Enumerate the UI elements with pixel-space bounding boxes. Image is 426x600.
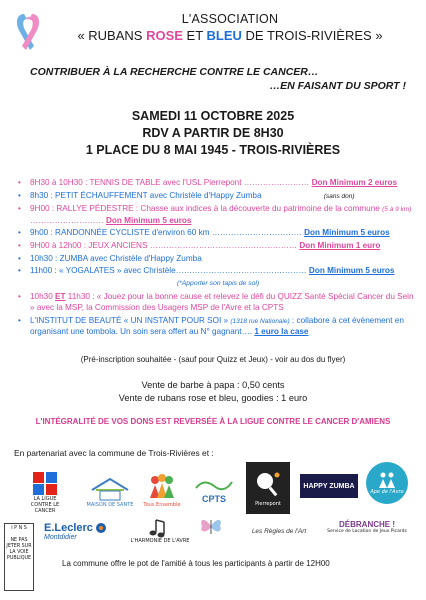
leclerc-logo	[44, 514, 108, 548]
leclerc-sub: Montdidier	[44, 533, 77, 541]
quizz-text: 11h30 : « Jouez pour la bonne cause et relevez le défi du QUIZZ Santé Spécial Cancer du Sein » avec la MSP, la Commission des Usagers MSP de l'Avre et la CPTS	[30, 292, 414, 312]
program-item-don: Don Minimum 5 euros	[308, 266, 395, 276]
program-item-don: Don Minimum 5 euros	[105, 215, 192, 225]
name-prefix: « RUBANS	[77, 28, 147, 43]
harmonie-caption: L'HARMONIE DE L'AVRE	[130, 538, 190, 544]
name-suffix: DE TROIS-RIVIÈRES »	[241, 28, 383, 43]
vente-rubans: Vente de rubans rose et bleu, goodies : 1 euro	[118, 393, 308, 403]
mission-line-1: CONTRIBUER À LA RECHERCHE CONTRE LE CANCER…	[30, 66, 319, 78]
people-icon	[147, 472, 177, 502]
program-item-text: 11h00 : « YOGALATES » avec Christèle…………………………………………	[30, 266, 307, 276]
program-item-dots: ………………………	[30, 215, 104, 225]
dons-reverse-note: L'INTÉGRALITÉ DE VOS DONS EST REVERSÉE À LA LIGUE CONTRE LE CANCER D'AMIENS	[35, 417, 391, 426]
cpts-logo	[190, 468, 238, 512]
bullet-icon: •	[18, 204, 21, 214]
usl-caption: Pierrepont	[255, 501, 281, 507]
association-label: L'ASSOCIATION	[181, 12, 279, 26]
program-item-institut	[18, 316, 418, 338]
preinscription-note: (Pré-inscription souhaitée - (sauf pour Quizz et Jeux) - voir au dos du flyer)	[80, 355, 346, 364]
quizz-et: ET	[55, 292, 66, 302]
tous-caption: Tous Ensemble	[143, 502, 181, 508]
program-list	[18, 178, 418, 340]
ipns-text: I P N S NE PAS JETER SUR LA VOIE PUBLIQUE	[6, 526, 32, 561]
butterfly-logo	[196, 510, 226, 542]
family-icon	[377, 471, 397, 489]
institut-address: (1318 rue Nationale)	[230, 317, 290, 325]
name-rose: ROSE	[146, 28, 183, 43]
association-header	[60, 12, 400, 43]
event-place: 1 PLACE DU 8 MAI 1945 - TROIS-RIVIÈRES	[85, 143, 341, 157]
bullet-icon: •	[18, 292, 21, 302]
program-item-don: Don Minimum 2 euros	[311, 178, 398, 187]
usl-pierrepont-logo	[246, 462, 290, 514]
ventes-block	[0, 379, 426, 405]
program-item-distance: (5 à 9 km)	[382, 206, 412, 214]
ligue-cancer-icon	[31, 470, 59, 496]
event-info	[0, 108, 426, 159]
name-et: ET	[182, 28, 207, 43]
program-item-text: 8h30 : PETIT ÉCHAUFFEMENT avec Christèle d'Happy Zumba	[30, 190, 262, 200]
bullet-icon: •	[18, 266, 21, 276]
program-item	[18, 228, 418, 239]
mission-line-2: …EN FAISANT DU SPORT !	[269, 80, 406, 92]
institut-name: L'INSTITUT DE BEAUTÉ « UN INSTANT POUR SOI »	[30, 315, 229, 325]
maison-sante-logo	[86, 470, 134, 514]
music-note-icon	[146, 518, 174, 538]
house-icon	[88, 476, 132, 502]
ape-avre-logo	[366, 462, 408, 504]
program-item	[18, 191, 418, 203]
program-item-text: 9H00 : RALLYE PÉDESTRE : Chasse aux indices à la découverte du patrimoine de la commune	[30, 204, 380, 214]
debranche-logo	[326, 514, 408, 540]
regles-caption: Les Règles de l'Art	[251, 527, 307, 535]
bullet-icon: •	[18, 228, 21, 238]
event-rdv: RDV A PARTIR DE 8H30	[142, 126, 284, 140]
program-item-text: 9h00 : RANDONNÉE CYCLISTE d'environ 60 km ……………………………	[30, 228, 302, 238]
program-item-don: Don Minimum 1 euro	[299, 240, 381, 250]
institut-don: 1 euro la case	[254, 327, 309, 337]
institut-text: : collabore à cet évènement en organisant une tombola. Un soin sera offert au N° gagnant….	[30, 315, 404, 337]
table-tennis-icon	[253, 469, 283, 501]
bullet-icon: •	[18, 240, 21, 250]
program-item-text: 8H30 à 10H30 : TENNIS DE TABLE avec l'USL Pierrepont ……………………	[30, 178, 310, 187]
tous-ensemble-logo	[140, 466, 184, 514]
happy-zumba-caption: HAPPY ZUMBA	[303, 482, 355, 490]
avre-caption: Ape de l'Avre	[370, 489, 404, 495]
ligue-caption: LA LIGUE CONTRE LE CANCER	[30, 496, 60, 514]
leclerc-icon	[95, 522, 107, 534]
bullet-icon: •	[18, 315, 21, 325]
program-item-note: (sans don)	[323, 192, 355, 200]
program-item	[18, 241, 418, 252]
cpts-caption: CPTS	[201, 494, 226, 504]
program-item	[18, 254, 418, 265]
ipns-notice	[4, 523, 34, 591]
yoga-note: (*Apporter son tapis de sol)	[176, 279, 260, 287]
quizz-time: 10h30	[30, 292, 56, 302]
bullet-icon: •	[18, 190, 21, 200]
happy-zumba-logo	[300, 474, 358, 498]
association-name	[60, 28, 400, 43]
debranche-name: DÉBRANCHE !	[339, 519, 395, 529]
program-item-text: 9H00 à 12h00 : JEUX ANCIENS ………………………………………………	[30, 240, 298, 250]
pink-blue-ribbon-icon	[10, 10, 46, 60]
harmonie-avre-logo	[130, 512, 190, 550]
leclerc-name: E.Leclerc	[44, 521, 93, 534]
maison-caption: MAISON DE SANTÉ	[86, 502, 134, 508]
program-item-don: Don Minimum 5 euros	[304, 228, 390, 238]
program-item-text: 10h30 : ZUMBA avec Christèle d'Happy Zumba	[30, 253, 202, 263]
name-bleu: BLEU	[206, 28, 242, 43]
butterfly-icon	[198, 514, 224, 538]
vente-barbe: Vente de barbe à papa : 0,50 cents	[141, 380, 285, 390]
debranche-sub: Service de Location de Jeux Picards	[327, 528, 407, 534]
ligue-cancer-logo	[24, 470, 66, 514]
bullet-icon: •	[18, 178, 21, 187]
program-item	[18, 178, 418, 189]
cpts-wave-icon	[194, 476, 234, 494]
regles-art-logo	[246, 522, 312, 540]
bullet-icon: •	[18, 253, 21, 263]
program-item	[18, 204, 418, 226]
program-item	[18, 266, 418, 277]
partenariat-label: En partenariat avec la commune de Trois-Rivières et :	[14, 448, 214, 458]
program-item-quizz	[18, 292, 418, 313]
footer-note: La commune offre le pot de l'amitié à tous les participants à partir de 12H00	[62, 559, 330, 568]
event-date: SAMEDI 11 OCTOBRE 2025	[131, 109, 295, 123]
